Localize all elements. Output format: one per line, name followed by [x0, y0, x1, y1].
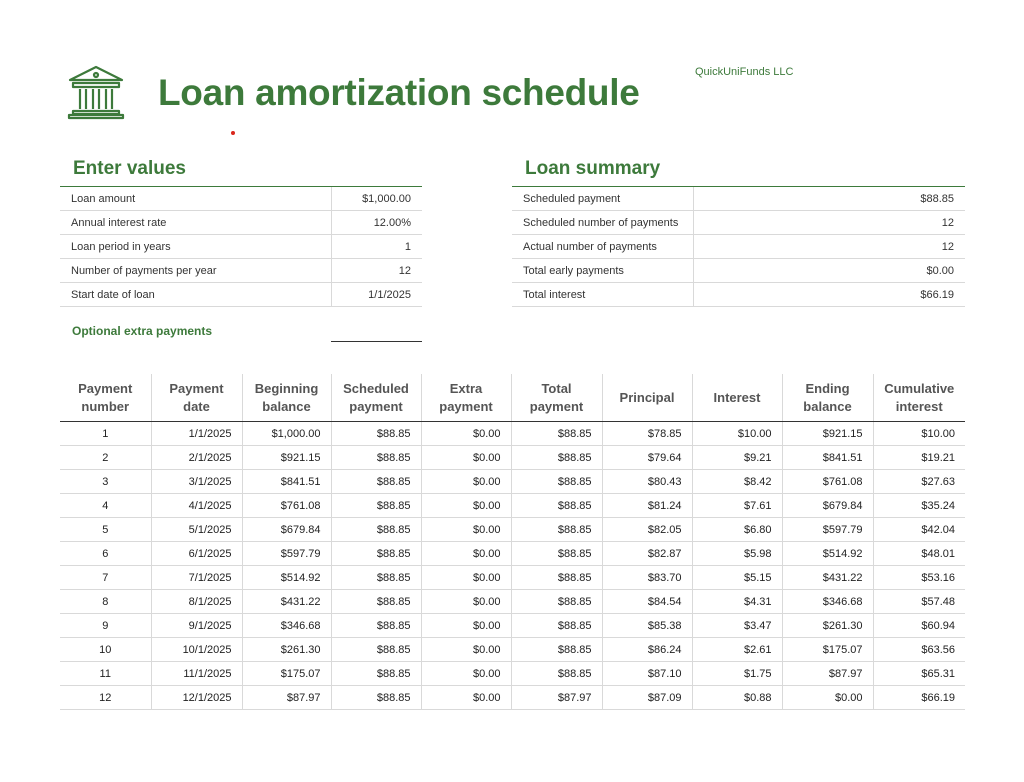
table-cell: $346.68: [242, 614, 331, 638]
summary-row: [512, 187, 965, 211]
enter-value-value[interactable]: 12.00%: [331, 211, 422, 235]
table-cell: $7.61: [692, 494, 782, 518]
table-cell: $79.64: [602, 446, 692, 470]
table-cell: $5.15: [692, 566, 782, 590]
table-cell: $88.85: [511, 422, 602, 446]
table-cell: 9/1/2025: [151, 614, 242, 638]
table-cell: 12: [60, 686, 151, 710]
enter-value-label: Start date of loan: [60, 283, 331, 307]
table-cell: $63.56: [873, 638, 965, 662]
table-cell: $0.00: [421, 494, 511, 518]
table-cell: $78.85: [602, 422, 692, 446]
table-cell: $0.00: [421, 566, 511, 590]
table-cell: $0.00: [421, 518, 511, 542]
table-cell: $88.85: [331, 494, 421, 518]
table-cell: 2: [60, 446, 151, 470]
table-cell: $81.24: [602, 494, 692, 518]
table-cell: 4: [60, 494, 151, 518]
table-cell: $88.85: [331, 542, 421, 566]
table-cell: $514.92: [782, 542, 873, 566]
company-name: QuickUniFunds LLC: [695, 66, 794, 78]
table-cell: 11: [60, 662, 151, 686]
table-cell: $679.84: [242, 518, 331, 542]
table-cell: $88.85: [511, 662, 602, 686]
enter-values-table: [60, 186, 422, 307]
table-row: [60, 566, 965, 590]
table-cell: $841.51: [242, 470, 331, 494]
column-header-line: Beginning: [254, 380, 319, 396]
table-cell: $3.47: [692, 614, 782, 638]
table-cell: $57.48: [873, 590, 965, 614]
column-header-line: Total: [541, 380, 572, 396]
column-header-line: Payment: [169, 380, 224, 396]
table-cell: $921.15: [242, 446, 331, 470]
table-cell: $0.00: [421, 662, 511, 686]
enter-value-value[interactable]: 1/1/2025: [331, 283, 422, 307]
bank-building-icon: [66, 64, 126, 120]
enter-values-title: Enter values: [73, 158, 186, 179]
table-cell: $346.68: [782, 590, 873, 614]
enter-value-row: [60, 187, 422, 211]
table-cell: $88.85: [511, 470, 602, 494]
table-row: [60, 686, 965, 710]
table-cell: $9.21: [692, 446, 782, 470]
table-cell: 10/1/2025: [151, 638, 242, 662]
table-cell: $5.98: [692, 542, 782, 566]
table-cell: $0.88: [692, 686, 782, 710]
table-cell: $27.63: [873, 470, 965, 494]
table-cell: $2.61: [692, 638, 782, 662]
enter-value-label: Loan amount: [60, 187, 331, 211]
summary-value: 12: [693, 211, 965, 235]
summary-value: $0.00: [693, 259, 965, 283]
table-cell: $87.97: [782, 662, 873, 686]
summary-label: Actual number of payments: [512, 235, 693, 259]
table-cell: 11/1/2025: [151, 662, 242, 686]
table-cell: $88.85: [331, 470, 421, 494]
table-cell: 1: [60, 422, 151, 446]
table-cell: $88.85: [511, 446, 602, 470]
summary-value: $88.85: [693, 187, 965, 211]
table-cell: $88.85: [331, 590, 421, 614]
table-cell: 12/1/2025: [151, 686, 242, 710]
table-row: [60, 590, 965, 614]
column-header-line: Payment: [78, 380, 133, 396]
table-cell: $10.00: [692, 422, 782, 446]
table-cell: $679.84: [782, 494, 873, 518]
column-header: [873, 374, 965, 422]
table-cell: $87.97: [511, 686, 602, 710]
cell-marker: [231, 131, 235, 135]
table-row: [60, 470, 965, 494]
table-cell: $80.43: [602, 470, 692, 494]
table-cell: $761.08: [782, 470, 873, 494]
enter-value-value[interactable]: $1,000.00: [331, 187, 422, 211]
table-cell: $19.21: [873, 446, 965, 470]
column-header-line: Ending: [805, 380, 850, 396]
table-cell: $0.00: [421, 470, 511, 494]
table-cell: $88.85: [331, 614, 421, 638]
summary-label: Total early payments: [512, 259, 693, 283]
column-header-line: payment: [529, 398, 584, 414]
table-row: [60, 422, 965, 446]
table-cell: $0.00: [421, 614, 511, 638]
column-header-line: number: [81, 398, 130, 414]
table-cell: $431.22: [782, 566, 873, 590]
table-cell: $0.00: [421, 422, 511, 446]
column-header-line: payment: [349, 398, 403, 414]
table-cell: $431.22: [242, 590, 331, 614]
enter-value-row: [60, 211, 422, 235]
table-cell: $60.94: [873, 614, 965, 638]
enter-value-label: Loan period in years: [60, 235, 331, 259]
table-cell: $85.38: [602, 614, 692, 638]
table-row: [60, 446, 965, 470]
optional-extra-payments-input[interactable]: [331, 341, 422, 342]
enter-value-row: [60, 235, 422, 259]
column-header: [421, 374, 511, 422]
table-cell: $88.85: [511, 614, 602, 638]
table-cell: $88.85: [331, 518, 421, 542]
loan-summary-table: [512, 186, 965, 307]
table-cell: $261.30: [782, 614, 873, 638]
table-cell: $0.00: [421, 686, 511, 710]
summary-value: $66.19: [693, 283, 965, 307]
table-cell: 2/1/2025: [151, 446, 242, 470]
table-cell: $88.85: [511, 494, 602, 518]
enter-value-value[interactable]: 1: [331, 235, 422, 259]
table-cell: 7: [60, 566, 151, 590]
table-cell: $87.97: [242, 686, 331, 710]
table-cell: 5: [60, 518, 151, 542]
table-cell: 3/1/2025: [151, 470, 242, 494]
table-cell: 6: [60, 542, 151, 566]
column-header-line: Scheduled: [343, 380, 409, 396]
column-header-line: date: [183, 398, 210, 414]
table-cell: $0.00: [421, 542, 511, 566]
table-cell: $841.51: [782, 446, 873, 470]
table-cell: $48.01: [873, 542, 965, 566]
column-header-line: payment: [439, 398, 493, 414]
column-header-line: interest: [895, 398, 943, 414]
summary-row: [512, 235, 965, 259]
enter-value-label: Number of payments per year: [60, 259, 331, 283]
table-cell: $86.24: [602, 638, 692, 662]
column-header: [331, 374, 421, 422]
column-header: [242, 374, 331, 422]
column-header-line: Interest: [713, 389, 761, 405]
table-cell: $88.85: [331, 686, 421, 710]
table-cell: $88.85: [331, 422, 421, 446]
table-cell: $35.24: [873, 494, 965, 518]
table-cell: $1,000.00: [242, 422, 331, 446]
table-cell: $261.30: [242, 638, 331, 662]
table-cell: 8: [60, 590, 151, 614]
table-cell: $87.09: [602, 686, 692, 710]
table-cell: $88.85: [331, 446, 421, 470]
column-header-line: balance: [803, 398, 852, 414]
table-cell: $10.00: [873, 422, 965, 446]
table-cell: $84.54: [602, 590, 692, 614]
column-header: [692, 374, 782, 422]
table-cell: $597.79: [242, 542, 331, 566]
table-row: [60, 542, 965, 566]
table-row: [60, 518, 965, 542]
table-cell: $88.85: [331, 566, 421, 590]
table-cell: $82.05: [602, 518, 692, 542]
table-cell: 6/1/2025: [151, 542, 242, 566]
table-cell: 1/1/2025: [151, 422, 242, 446]
table-cell: $8.42: [692, 470, 782, 494]
column-header-line: Extra: [449, 380, 483, 396]
loan-summary-title: Loan summary: [525, 158, 661, 179]
table-cell: $88.85: [511, 566, 602, 590]
amortization-schedule-table: [60, 374, 965, 710]
enter-value-value[interactable]: 12: [331, 259, 422, 283]
table-cell: 8/1/2025: [151, 590, 242, 614]
table-cell: $88.85: [331, 638, 421, 662]
table-row: [60, 662, 965, 686]
table-cell: $82.87: [602, 542, 692, 566]
table-cell: $88.85: [511, 542, 602, 566]
table-row: [60, 614, 965, 638]
table-cell: $175.07: [242, 662, 331, 686]
table-cell: $597.79: [782, 518, 873, 542]
summary-row: [512, 259, 965, 283]
table-cell: $42.04: [873, 518, 965, 542]
summary-label: Scheduled payment: [512, 187, 693, 211]
enter-value-row: [60, 259, 422, 283]
table-cell: $0.00: [421, 590, 511, 614]
table-cell: 5/1/2025: [151, 518, 242, 542]
table-cell: $87.10: [602, 662, 692, 686]
column-header: [151, 374, 242, 422]
table-cell: $175.07: [782, 638, 873, 662]
table-cell: $65.31: [873, 662, 965, 686]
table-cell: $4.31: [692, 590, 782, 614]
table-row: [60, 494, 965, 518]
table-cell: $53.16: [873, 566, 965, 590]
table-cell: $0.00: [421, 446, 511, 470]
optional-extra-payments-label: Optional extra payments: [72, 324, 213, 338]
summary-value: 12: [693, 235, 965, 259]
page-title: Loan amortization schedule: [158, 72, 640, 113]
summary-row: [512, 211, 965, 235]
table-cell: $66.19: [873, 686, 965, 710]
table-cell: 4/1/2025: [151, 494, 242, 518]
table-cell: $6.80: [692, 518, 782, 542]
table-cell: 3: [60, 470, 151, 494]
column-header: [782, 374, 873, 422]
table-cell: $88.85: [511, 518, 602, 542]
table-cell: 9: [60, 614, 151, 638]
column-header-line: balance: [262, 398, 311, 414]
table-cell: $921.15: [782, 422, 873, 446]
table-cell: $88.85: [511, 590, 602, 614]
table-cell: $83.70: [602, 566, 692, 590]
enter-value-label: Annual interest rate: [60, 211, 331, 235]
table-cell: $88.85: [331, 662, 421, 686]
summary-label: Total interest: [512, 283, 693, 307]
enter-value-row: [60, 283, 422, 307]
summary-label: Scheduled number of payments: [512, 211, 693, 235]
table-cell: $514.92: [242, 566, 331, 590]
table-cell: $1.75: [692, 662, 782, 686]
column-header: [60, 374, 151, 422]
column-header-line: Cumulative: [884, 380, 955, 396]
table-cell: $761.08: [242, 494, 331, 518]
table-cell: $88.85: [511, 638, 602, 662]
column-header: [511, 374, 602, 422]
table-cell: 10: [60, 638, 151, 662]
column-header: [602, 374, 692, 422]
column-header-line: Principal: [619, 389, 675, 405]
table-cell: $0.00: [421, 638, 511, 662]
table-row: [60, 638, 965, 662]
summary-row: [512, 283, 965, 307]
table-cell: 7/1/2025: [151, 566, 242, 590]
table-cell: $0.00: [782, 686, 873, 710]
